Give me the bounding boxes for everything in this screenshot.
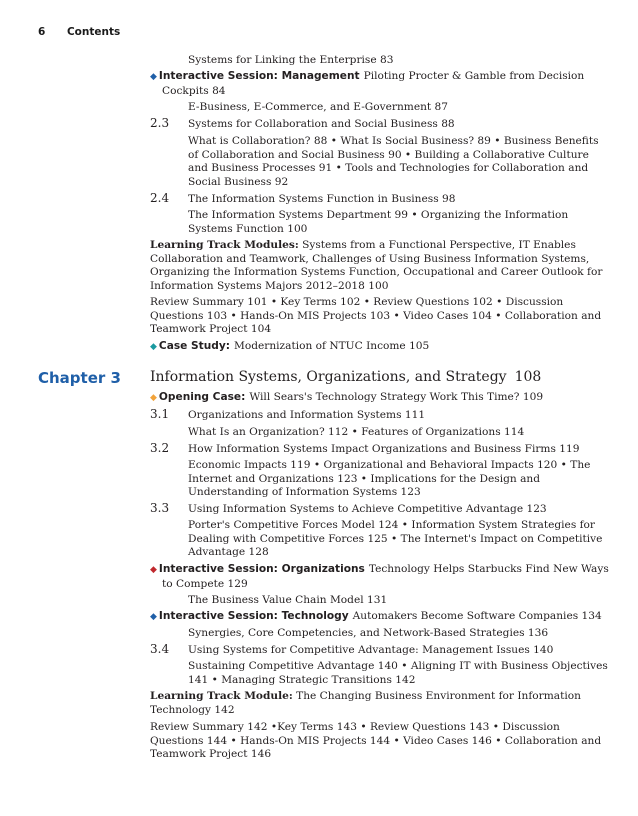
toc-subentries: What is Collaboration? 88 • What Is Social Business? 89 • Business Benefits of Collaboration and Social Business 90 • Building a Collaborative Culture and Business Processes 91 • Tools and Technologies for Collaboration and Social Business 92 [188,135,599,188]
interactive-session-technology [150,610,622,625]
section-number: 3.3 [150,501,170,515]
learning-track-modules [150,239,610,293]
learning-track-label: Learning Track Module: [150,690,293,702]
section-3-2 [150,442,610,457]
learning-track-module [150,690,610,717]
section-number: 3.4 [150,642,170,656]
review-summary: Review Summary 101 • Key Terms 102 • Review Questions 102 • Discussion Questions 103 • Hands-On MIS Projects 103 • Video Cases 104 • Collaboration and Teamwork Project 104 [150,296,602,336]
diamond-icon: ◆ [150,612,157,622]
review-summary: Review Summary 142 •Key Terms 143 • Review Questions 143 • Discussion Questions 144 • Hands-On MIS Projects 144 • Video Cases 146 • Collaboration and Teamwork Project 146 [150,721,602,761]
page-number: 6 [38,26,46,38]
section-title: Using Information Systems to Achieve Competitive Advantage 123 [188,503,547,515]
section-3-4 [150,643,610,658]
section-title: Systems for Collaboration and Social Business 88 [188,118,455,130]
toc-subentries: Sustaining Competitive Advantage 140 • Aligning IT with Business Objectives 141 • Managing Strategic Transitions 142 [188,660,608,686]
toc-subentries: Porter's Competitive Forces Model 124 • Information System Strategies for Dealing with Competitive Forces 125 • The Internet's Impact on Competitive Advantage 128 [188,519,603,559]
section-title: Organizations and Information Systems 111 [188,409,426,421]
learning-track-text: Systems from a Functional Perspective, IT Enables Collaboration and Teamwork, Challenges of Using Business Information Systems, Organizing the Information Systems Function, Occupational and Career Outlook for Information Systems Majors 2012–2018 100 [150,239,603,292]
running-header [38,26,120,38]
diamond-icon: ◆ [150,342,157,352]
session-label: Interactive Session: Technology [158,610,349,622]
section-number: 2.4 [150,191,170,205]
running-title: Contents [66,26,121,38]
opening-case [150,391,622,406]
chapter-page: 108 [514,369,542,385]
section-title: Using Systems for Competitive Advantage: Management Issues 140 [188,644,554,656]
section-title: The Information Systems Function in Business 98 [188,193,456,205]
session-text: Technology Helps Starbucks Find New Ways to Compete 129 [162,563,609,590]
toc-subentries: Economic Impacts 119 • Organizational and Behavioral Impacts 120 • The Internet and Organizations 123 • Implications for the Design and Understanding of Information Systems 123 [188,459,591,499]
toc-entry: E-Business, E-Commerce, and E-Government 87 [188,101,449,113]
case-study-text: Modernization of NTUC Income 105 [234,340,430,352]
learning-track-text: The Changing Business Environment for Information Technology 142 [150,690,581,716]
case-study [150,340,622,355]
diamond-icon: ◆ [150,72,157,82]
case-study-label: Case Study: [158,340,230,352]
toc-entry: Synergies, Core Competencies, and Network-Based Strategies 136 [188,627,549,639]
toc-entry: Systems for Linking the Enterprise 83 [188,54,394,66]
section-title: How Information Systems Impact Organizations and Business Firms 119 [188,443,580,455]
section-number: 3.1 [150,407,170,421]
diamond-icon: ◆ [150,565,157,575]
chapter-title: Information Systems, Organizations, and Strategy [150,369,507,385]
section-number: 2.3 [150,116,170,130]
chapter-label: Chapter 3 [38,369,121,387]
toc-subentries: The Information Systems Department 99 • Organizing the Information Systems Function 100 [188,209,569,235]
section-3-1 [150,408,610,423]
diamond-icon: ◆ [150,393,157,403]
toc-entry: The Business Value Chain Model 131 [188,594,388,606]
section-number: 3.2 [150,441,170,455]
section-3-3 [150,502,610,517]
section-2-3 [150,117,610,132]
chapter-heading [150,369,541,385]
session-label: Interactive Session: Management [158,70,360,82]
interactive-session-management [150,70,622,98]
opening-case-label: Opening Case: [158,391,246,403]
session-text: Automakers Become Software Companies 134 [352,610,602,622]
session-text: Piloting Procter & Gamble from Decision Cockpits 84 [162,70,585,97]
section-2-4 [150,192,610,207]
toc-subentries: What Is an Organization? 112 • Features of Organizations 114 [188,426,525,438]
learning-track-label: Learning Track Modules: [150,239,299,251]
session-label: Interactive Session: Organizations [158,563,365,575]
interactive-session-organizations [150,563,622,591]
opening-case-text: Will Sears's Technology Strategy Work This Time? 109 [249,391,544,403]
